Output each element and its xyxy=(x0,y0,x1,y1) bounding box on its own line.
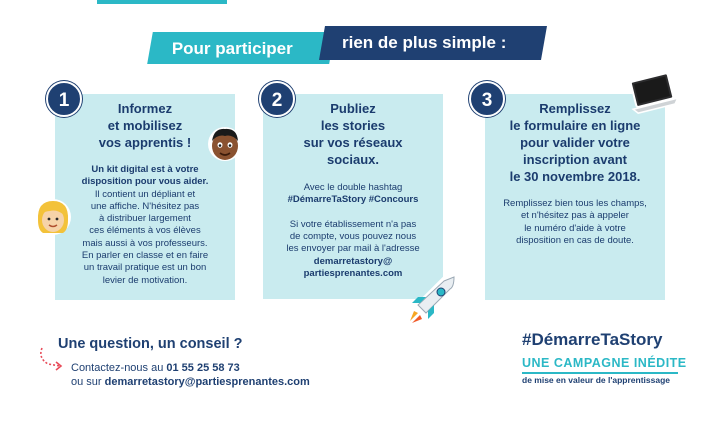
step-1-body-bold: Un kit digital est à votre disposition pour vous aider. xyxy=(81,164,209,188)
rocket-icon xyxy=(404,273,460,327)
girl-face-icon xyxy=(33,196,73,238)
banner-right xyxy=(319,26,547,60)
contact-line1-prefix: Contactez-nous au xyxy=(71,362,167,374)
step-1-title: Informez et mobilisez vos apprentis ! xyxy=(98,101,192,150)
laptop-icon xyxy=(626,71,680,117)
step-card-3 xyxy=(485,94,665,300)
banner-left xyxy=(147,32,335,64)
banner-right-text: rien de plus simple : xyxy=(342,33,507,52)
step-number-1: 1 xyxy=(46,81,82,117)
banner-left-text: Pour participer xyxy=(171,39,293,58)
step-2-hashtags: #DémarreTaStory #Concours xyxy=(287,194,419,206)
step-2-body xyxy=(267,182,439,280)
contact-phone[interactable]: 01 55 25 58 73 xyxy=(166,362,240,374)
step-2-email-link[interactable]: demarretastory@ partiesprenantes.com xyxy=(303,255,403,280)
step-2-intro: Avec le double hashtag xyxy=(303,182,403,193)
campaign-hashtag: #DémarreTaStory xyxy=(522,330,663,349)
campaign-underline xyxy=(522,372,678,374)
contact-email-link[interactable]: demarretastory@partiesprenantes.com xyxy=(104,376,310,388)
step-card-2 xyxy=(263,94,443,299)
step-3-body: Remplissez bien tous les champs, et n'hésitez pas à appeler le numéro d'aide à votre disposition en cas de doute. xyxy=(503,198,647,246)
top-accent-bar xyxy=(97,0,227,4)
step-3-title: Remplissez le formulaire en ligne pour valider votre inscription avant le 30 novembre 2018. xyxy=(509,101,641,184)
step-number-2: 2 xyxy=(259,81,295,117)
step-1-body xyxy=(59,164,231,287)
step-2-title: Publiez les stories sur vos réseaux sociaux. xyxy=(303,101,403,167)
campaign-subtitle: de mise en valeur de l'apprentissage xyxy=(522,375,670,385)
step-2-body-text: Si votre établissement n'a pas de compte, vous pouvez nous les envoyer par mail à l'adresse xyxy=(286,218,420,255)
boy-face-icon xyxy=(206,124,244,164)
contact-question: Une question, un conseil ? xyxy=(58,336,243,352)
step-number-3: 3 xyxy=(469,81,505,117)
contact-line2-prefix: ou sur xyxy=(71,376,105,388)
contact-info xyxy=(71,361,310,389)
step-1-body-text: Il contient un dépliant et une affiche. N'hésitez pas à distribuer largement ces éléments à vos élèves mais aussi à vos professeurs. En parler en classe et en faire un travail pratique est un bon levier de motivation. xyxy=(81,188,209,286)
campaign-tagline: UNE CAMPAGNE INÉDITE xyxy=(522,356,687,370)
